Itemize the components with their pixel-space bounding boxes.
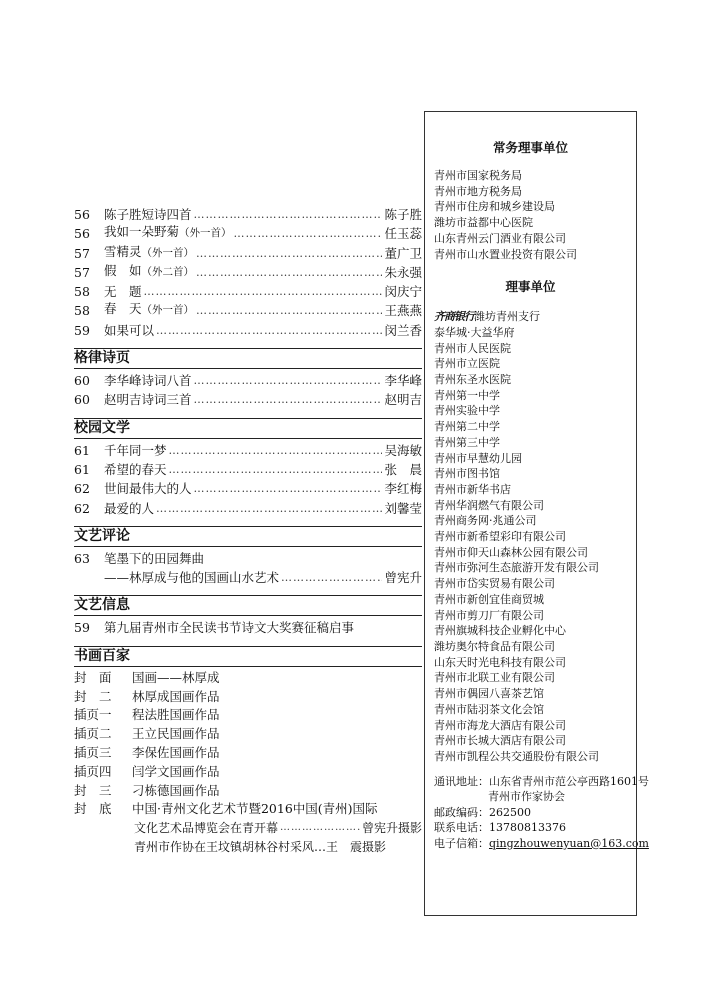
toc-entry[interactable] <box>74 549 422 568</box>
entry-subtitle: ——林厚成与他的国画山水艺术 <box>104 570 280 586</box>
sponsor-name: 山东青州云门酒业有限公司 <box>434 231 566 245</box>
contact-zip: 邮政编码：262500 <box>434 805 531 819</box>
entry-title: 赵明吉诗词三首 <box>104 392 192 408</box>
page-number: 58 <box>74 303 90 319</box>
entry-author: 任玉蕊 <box>384 226 422 242</box>
sidebar-heading: 理事单位 <box>505 279 556 295</box>
sponsor-name: 青州市陆羽茶文化会馆 <box>434 702 544 716</box>
sponsor-sidebar <box>424 111 649 916</box>
sponsor-name: 青州商务网·兆通公司 <box>434 514 537 528</box>
toc-entry[interactable] <box>74 479 422 498</box>
page-number: 56 <box>74 207 90 222</box>
page-number: 62 <box>74 500 90 516</box>
artwork-title: 程法胜国画作品 <box>132 707 220 723</box>
entry-title: 李华峰诗词八首 <box>104 373 192 389</box>
entry-title: 假 如（外二首） <box>104 262 195 278</box>
sponsor-name: 青州市图书馆 <box>434 467 500 481</box>
artwork-position: 封 三 <box>74 782 112 798</box>
artwork-position: 插页三 <box>74 744 112 760</box>
entry-subtitle: （外一首） <box>141 246 195 259</box>
entry-title: 雪精灵（外一首） <box>104 243 195 259</box>
toc-entry[interactable] <box>74 499 422 518</box>
entry-author: 王燕燕 <box>384 303 422 319</box>
leader-dots <box>280 819 360 838</box>
artwork-entry[interactable] <box>74 688 422 707</box>
artwork-title: 青州市作协在王坟镇胡林谷村采风…王 震摄影 <box>134 839 387 854</box>
artwork-entry[interactable] <box>74 763 422 782</box>
sponsor-name: 青州实验中学 <box>434 404 500 418</box>
sponsor-name: 青州市北联工业有限公司 <box>434 671 555 685</box>
entry-author: 陈子胜 <box>384 207 422 222</box>
sponsor-name: 青州旗城科技企业孵化中心 <box>434 624 566 638</box>
entry-title: 希望的春天 <box>104 461 167 477</box>
sponsor-name: 青州市新创宜佳商贸城 <box>434 592 544 606</box>
address-label: 通讯地址： <box>434 774 489 788</box>
page-number: 57 <box>74 264 90 280</box>
entry-author: 董广卫 <box>384 245 422 261</box>
page-number: 59 <box>74 322 90 338</box>
entry-subtitle: （外一首） <box>179 227 232 240</box>
entry-title: 陈子胜短诗四首 <box>104 207 192 222</box>
toc-entry[interactable] <box>74 371 422 390</box>
sponsor-name: 青州市偶园八喜茶艺馆 <box>434 687 544 701</box>
artwork-title: 李保佐国画作品 <box>132 744 220 760</box>
sponsor-name: 青州市剪刀厂有限公司 <box>434 608 544 622</box>
artwork-title: 文化艺术品博览会在青开幕 <box>134 821 279 836</box>
artwork-title: 中国·青州文化艺术节暨2016中国(青州)国际 <box>132 801 378 817</box>
entry-subtitle: （外二首） <box>141 265 195 278</box>
leader-dots <box>196 301 382 320</box>
sponsor-name: 青州市新华书店 <box>434 482 511 496</box>
sponsor-name: 青州市仰天山森林公园有限公司 <box>434 545 588 559</box>
sponsor-name: 青州市海龙大酒店有限公司 <box>434 718 566 732</box>
sponsor-name: 泰华城·大益华府 <box>434 325 515 339</box>
toc-entry[interactable] <box>74 301 422 320</box>
artwork-position: 插页四 <box>74 763 112 779</box>
sponsor-name: 青州第三中学 <box>434 435 500 449</box>
leader-dots <box>281 568 382 587</box>
sponsor-name: 青州市人民医院 <box>434 341 511 355</box>
leader-dots <box>194 479 383 498</box>
sponsor-name: 青州市早慧幼儿园 <box>434 451 522 465</box>
sponsor-name: 青州市凯程公共交通股份有限公司 <box>434 749 599 763</box>
sponsor-name: 山东天时光电科技有限公司 <box>434 655 566 669</box>
page-number: 58 <box>74 284 90 300</box>
entry-author: 刘馨莹 <box>384 500 422 516</box>
leader-dots <box>156 499 382 518</box>
email-link[interactable]: qingzhouwenyuan@163.com <box>489 836 649 850</box>
toc-entry[interactable] <box>74 321 422 340</box>
sponsor-name: 青州东圣水医院 <box>434 373 511 387</box>
entry-author: 闵兰香 <box>384 322 422 338</box>
entry-author: 赵明吉 <box>384 392 422 408</box>
sponsor-name: 青州华润燃气有限公司 <box>434 498 544 512</box>
bank-branch: 潍坊青州支行 <box>474 310 540 324</box>
artwork-entry-continued <box>74 819 422 838</box>
section-header: 文艺信息 <box>74 595 422 616</box>
entry-author: 张 晨 <box>384 461 422 477</box>
artwork-title: 林厚成国画作品 <box>132 688 220 704</box>
artwork-position: 封 底 <box>74 801 112 817</box>
sidebar-heading: 常务理事单位 <box>492 140 568 155</box>
sponsor-name: 青州市住房和城乡建设局 <box>434 200 555 214</box>
section-header: 文艺评论 <box>74 526 422 547</box>
entry-title: 我如一朵野菊（外一首） <box>104 224 232 240</box>
sponsor-name: 青州市岱实贸易有限公司 <box>434 577 555 591</box>
entry-author: 闵庆宁 <box>384 284 422 300</box>
sponsor-name <box>425 309 636 325</box>
artwork-entry[interactable] <box>74 725 422 744</box>
sponsor-name: 青州市长城大酒店有限公司 <box>434 734 566 748</box>
entry-author: 朱永强 <box>384 264 422 280</box>
section-header: 书画百家 <box>74 646 422 667</box>
section-header: 格律诗页 <box>74 348 422 369</box>
toc-entry[interactable] <box>74 618 422 637</box>
leader-dots <box>169 441 383 460</box>
contact-address <box>425 774 649 790</box>
artwork-position: 插页二 <box>74 726 112 742</box>
sponsor-name: 青州市立医院 <box>434 357 500 371</box>
page-number: 56 <box>74 226 90 242</box>
artwork-entry[interactable] <box>74 669 422 688</box>
entry-author: 李华峰 <box>384 373 422 389</box>
address-value: 山东省青州市范公亭西路1601号 <box>489 774 649 788</box>
photo-credit: 曾宪升摄影 <box>361 821 422 836</box>
entry-subtitle: （外一首） <box>141 304 195 317</box>
section-header: 校园文学 <box>74 418 422 439</box>
artwork-entry[interactable] <box>74 782 422 801</box>
page-number: 62 <box>74 481 90 497</box>
leader-dots <box>169 460 383 479</box>
table-of-contents <box>74 205 422 857</box>
entry-author: 吴海敏 <box>384 442 422 458</box>
page-number: 60 <box>74 373 90 389</box>
artwork-position: 封 二 <box>74 688 112 704</box>
leader-dots <box>234 224 383 243</box>
leader-dots <box>156 321 382 340</box>
artwork-position: 封 面 <box>74 669 112 685</box>
entry-author: 曾宪升 <box>384 570 422 586</box>
sponsor-name: 青州市地方税务局 <box>434 184 522 198</box>
artwork-title: 闫学文国画作品 <box>132 763 220 779</box>
entry-title: 笔墨下的田园舞曲 <box>104 550 205 566</box>
page-number: 59 <box>74 620 90 636</box>
entry-title: 最爱的人 <box>104 500 155 516</box>
toc-entry[interactable] <box>74 441 422 460</box>
page-number: 60 <box>74 392 90 408</box>
sponsor-name: 青州第二中学 <box>434 420 500 434</box>
sponsor-name: 青州市新希望彩印有限公司 <box>434 530 566 544</box>
artwork-title: 国画——林厚成 <box>132 669 220 685</box>
entry-author: 李红梅 <box>384 481 422 497</box>
artwork-entry[interactable] <box>74 744 422 763</box>
sponsor-name: 潍坊奥尔特食品有限公司 <box>434 639 555 653</box>
sponsor-name: 青州市国家税务局 <box>434 169 522 182</box>
toc-entry[interactable] <box>74 390 422 409</box>
sponsor-name: 青州第一中学 <box>434 388 500 402</box>
entry-title: 无 题 <box>104 284 142 300</box>
toc-entry[interactable] <box>74 460 422 479</box>
toc-entry-continued <box>74 568 422 587</box>
contact-org: 青州市作家协会 <box>488 790 565 804</box>
entry-title: 如果可以 <box>104 322 155 338</box>
entry-title: 世间最伟大的人 <box>104 481 192 497</box>
contact-phone: 联系电话：13780813376 <box>434 821 566 835</box>
leader-dots <box>196 263 382 282</box>
leader-dots <box>194 371 383 390</box>
artwork-position: 插页一 <box>74 707 112 723</box>
artwork-title: 王立民国画作品 <box>132 726 220 742</box>
page-number: 63 <box>74 550 90 566</box>
page-number: 61 <box>74 461 90 477</box>
email-label: 电子信箱： <box>434 836 489 850</box>
leader-dots <box>194 390 383 409</box>
page-number: 57 <box>74 245 90 261</box>
artwork-entry[interactable] <box>74 800 422 819</box>
sponsor-name: 青州市弥河生态旅游开发有限公司 <box>434 561 599 575</box>
bank-logo: 齐商银行 <box>434 310 474 324</box>
page-number: 61 <box>74 442 90 458</box>
entry-title: 千年同一梦 <box>104 442 167 458</box>
artwork-entry[interactable] <box>74 706 422 725</box>
toc-entry[interactable] <box>74 263 422 282</box>
artwork-title: 刁栋德国画作品 <box>132 782 220 798</box>
leader-dots <box>196 244 382 263</box>
sponsor-name: 潍坊市益都中心医院 <box>434 216 533 230</box>
entry-title: 春 天（外一首） <box>104 301 195 317</box>
entry-title: 第九届青州市全民读书节诗文大奖赛征稿启事 <box>104 620 355 636</box>
contact-email <box>425 836 649 852</box>
artwork-entry-continued <box>74 838 422 857</box>
sponsor-name: 青州市山水置业投资有限公司 <box>434 247 577 261</box>
